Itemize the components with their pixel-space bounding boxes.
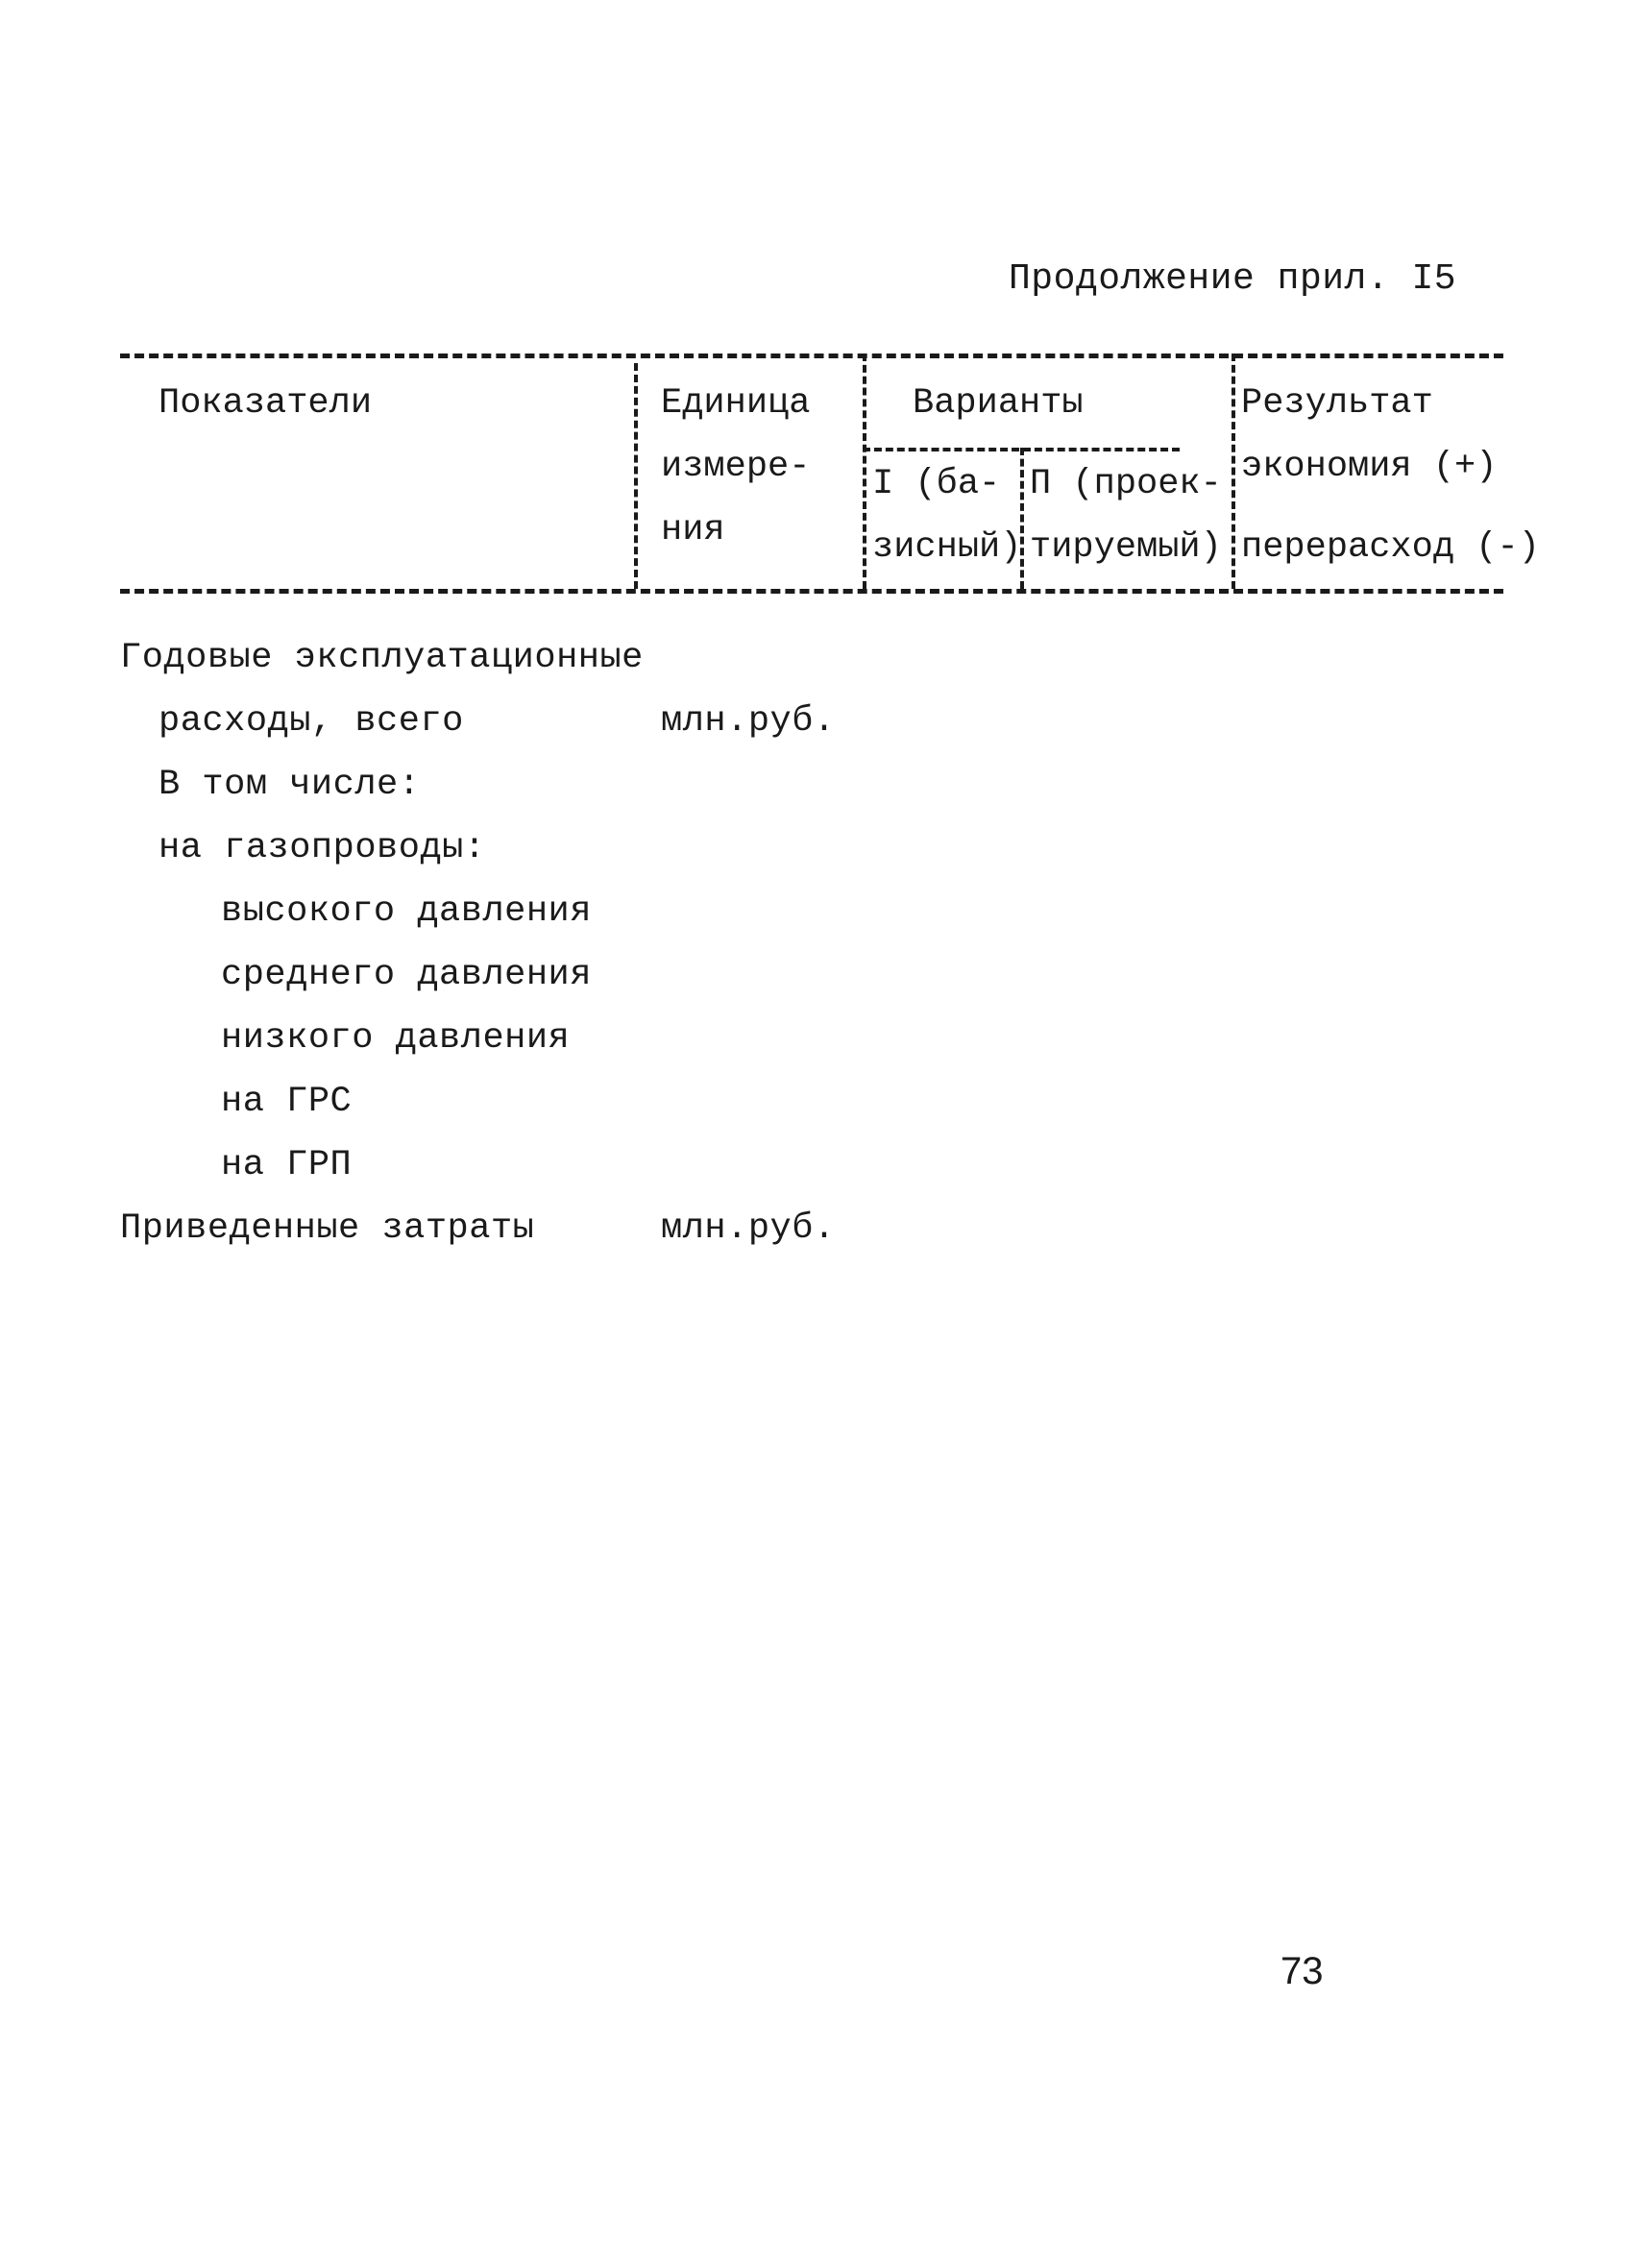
header-unit-line2: измере- xyxy=(661,447,811,487)
row-label: расходы, всего xyxy=(159,701,464,742)
row-label: на газопроводы: xyxy=(159,828,486,868)
row-unit: млн.руб. xyxy=(661,701,836,742)
header-variant2-line2: тируемый) xyxy=(1030,527,1222,568)
row-label: Годовые эксплуатационные xyxy=(120,638,644,678)
table-header-bottom-rule xyxy=(120,589,1503,594)
header-result-line2: экономия (+) xyxy=(1241,447,1498,487)
table-top-rule xyxy=(120,354,1503,358)
header-result-line1: Результат xyxy=(1241,383,1433,424)
header-variant1-line1: I (ба- xyxy=(872,464,1001,504)
continuation-title: Продолжение прил. I5 xyxy=(1009,258,1457,300)
row-label: Приведенные затраты xyxy=(120,1208,535,1249)
row-label: В том числе: xyxy=(159,765,421,805)
header-variant1-line2: зисный) xyxy=(872,527,1022,568)
row-label: высокого давления xyxy=(221,891,592,932)
header-unit-line3: ния xyxy=(661,510,725,550)
row-label: на ГРП xyxy=(221,1145,353,1185)
col-separator-2 xyxy=(863,354,866,589)
header-result-line3: перерасход (-) xyxy=(1241,527,1540,568)
header-variants: Варианты xyxy=(913,383,1084,424)
header-indicator: Показатели xyxy=(159,383,373,424)
row-label: низкого давления xyxy=(221,1018,571,1059)
page-number: 73 xyxy=(1280,1950,1324,1992)
row-label: среднего давления xyxy=(221,955,592,995)
header-unit-line1: Единица xyxy=(661,383,811,424)
header-variant2-line1: П (проек- xyxy=(1030,464,1222,504)
row-label: на ГРС xyxy=(221,1082,353,1122)
col-separator-4 xyxy=(1232,354,1235,589)
col-separator-1 xyxy=(634,363,638,589)
row-unit: млн.руб. xyxy=(661,1208,836,1249)
